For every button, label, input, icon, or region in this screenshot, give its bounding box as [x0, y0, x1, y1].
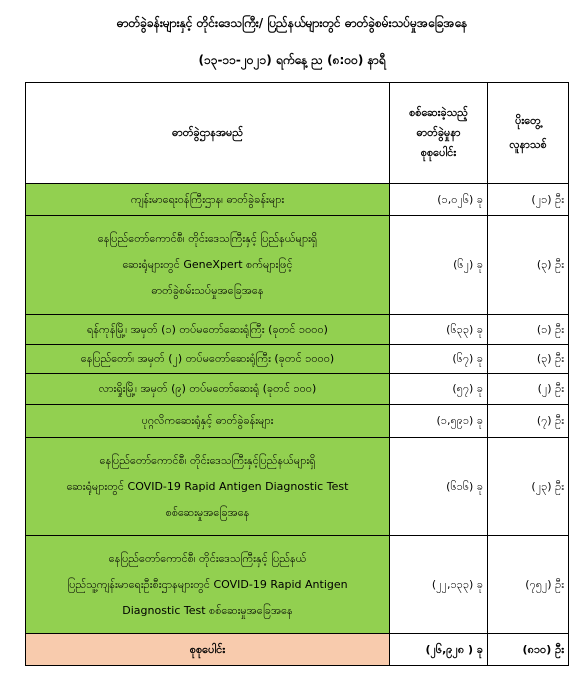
positive-count: (၇) ဦး: [488, 405, 569, 438]
table-row: [26, 345, 569, 374]
tested-count: (၅၇) ခု: [390, 374, 488, 405]
header-tested-total: စစ်ဆေးခဲ့သည့် ဓာတ်ခွဲမှုနာ စုစုပေါင်း: [390, 83, 488, 184]
header-lab-name: ဓာတ်ခွဲဌာနအမည်: [26, 83, 390, 184]
table-row: [26, 315, 569, 345]
table-row: [26, 184, 569, 216]
positive-count: (၃) ဦး: [488, 345, 569, 374]
tested-count: (၆၃၃) ခု: [390, 315, 488, 345]
total-positive-count: (၈၁၀) ဦး: [488, 634, 569, 666]
table-row: [26, 438, 569, 536]
positive-count: (၇၅၂) ဦး: [488, 536, 569, 634]
tested-count: (၆၂) ခု: [390, 216, 488, 315]
total-label: စုစုပေါင်း: [26, 634, 390, 666]
lab-name: ရန်ကုန်မြို့၊ အမှတ် (၁) တပ်မတော်ဆေးရုံကြီး (ခုတင် ၁၀၀၀): [26, 315, 390, 345]
positive-count: (၂၁) ဦး: [488, 184, 569, 216]
positive-count: (၃) ဦး: [488, 216, 569, 315]
lab-name: နေပြည်တော်ကောင်စီ၊ တိုင်းဒေသကြီးနှင့်ပြည်နယ်များရှိ ဆေးရုံများတွင် COVID-19 Rapid Antigen Diagnostic Test စစ်ဆေးမှုအခြေအနေ: [26, 438, 390, 536]
tested-count: (၆၇) ခု: [390, 345, 488, 374]
tested-count: (၁,၀၂၆) ခု: [390, 184, 488, 216]
tested-count: (၁,၅၉၁) ခု: [390, 405, 488, 438]
positive-count: (၂၃) ဦး: [488, 438, 569, 536]
table-header-row: [26, 83, 569, 184]
table-row: [26, 536, 569, 634]
table-row: [26, 374, 569, 405]
lab-name: ပုဂ္ဂလိကဆေးရုံနှင့် ဓာတ်ခွဲခန်းများ: [26, 405, 390, 438]
table-row: [26, 216, 569, 315]
table-row: [26, 405, 569, 438]
report-title: ဓာတ်ခွဲခန်းများနှင့် တိုင်းဒေသကြီး/ ပြည်နယ်များတွင် ဓာတ်ခွဲစမ်းသပ်မှုအခြေအနေ: [116, 16, 468, 30]
report-datetime: (၁၃-၁၁-၂၀၂၁) ရက်နေ့ ည (၈:၀၀) နာရီ: [198, 53, 386, 67]
positive-count: (၁) ဦး: [488, 315, 569, 345]
table-total-row: [26, 634, 569, 666]
lab-name: ကျန်းမာရေးဝန်ကြီးဌာန၊ ဓာတ်ခွဲခန်းများ: [26, 184, 390, 216]
tested-count: (၂၂,၁၃၃) ခု: [390, 536, 488, 634]
tested-count: (၆၁၆) ခု: [390, 438, 488, 536]
lab-name: နေပြည်တော်ကောင်စီ၊ တိုင်းဒေသကြီးနှင့် ပြည်နယ်များရှိ ဆေးရုံများတွင် GeneXpert စက်များဖြင့် ဓာတ်ခွဲစမ်းသပ်မှုအခြေအနေ: [26, 216, 390, 315]
lab-name: လားရှိုးမြို့၊ အမှတ် (၉) တပ်မတော်ဆေးရုံ (ခုတင် ၁၀၀): [26, 374, 390, 405]
positive-count: (၂) ဦး: [488, 374, 569, 405]
testing-table: [25, 82, 569, 666]
total-tested-count: (၂၆,၉၂၈ ) ခု: [390, 634, 488, 666]
lab-name: နေပြည်တော်ကောင်စီ၊ တိုင်းဒေသကြီးနှင့် ပြည်နယ် ပြည်သူ့ကျန်းမာရေးဦးစီးဌာနများတွင် COVID-19 Rapid Antigen Diagnostic Test စစ်ဆေးမှုအခြေအနေ: [26, 536, 390, 634]
lab-name: နေပြည်တော်၊ အမှတ် (၂) တပ်မတော်ဆေးရုံကြီး (ခုတင် ၁၀၀၀): [26, 345, 390, 374]
header-new-positive: ပိုးတွေ့ လူနာသစ်: [488, 83, 569, 184]
